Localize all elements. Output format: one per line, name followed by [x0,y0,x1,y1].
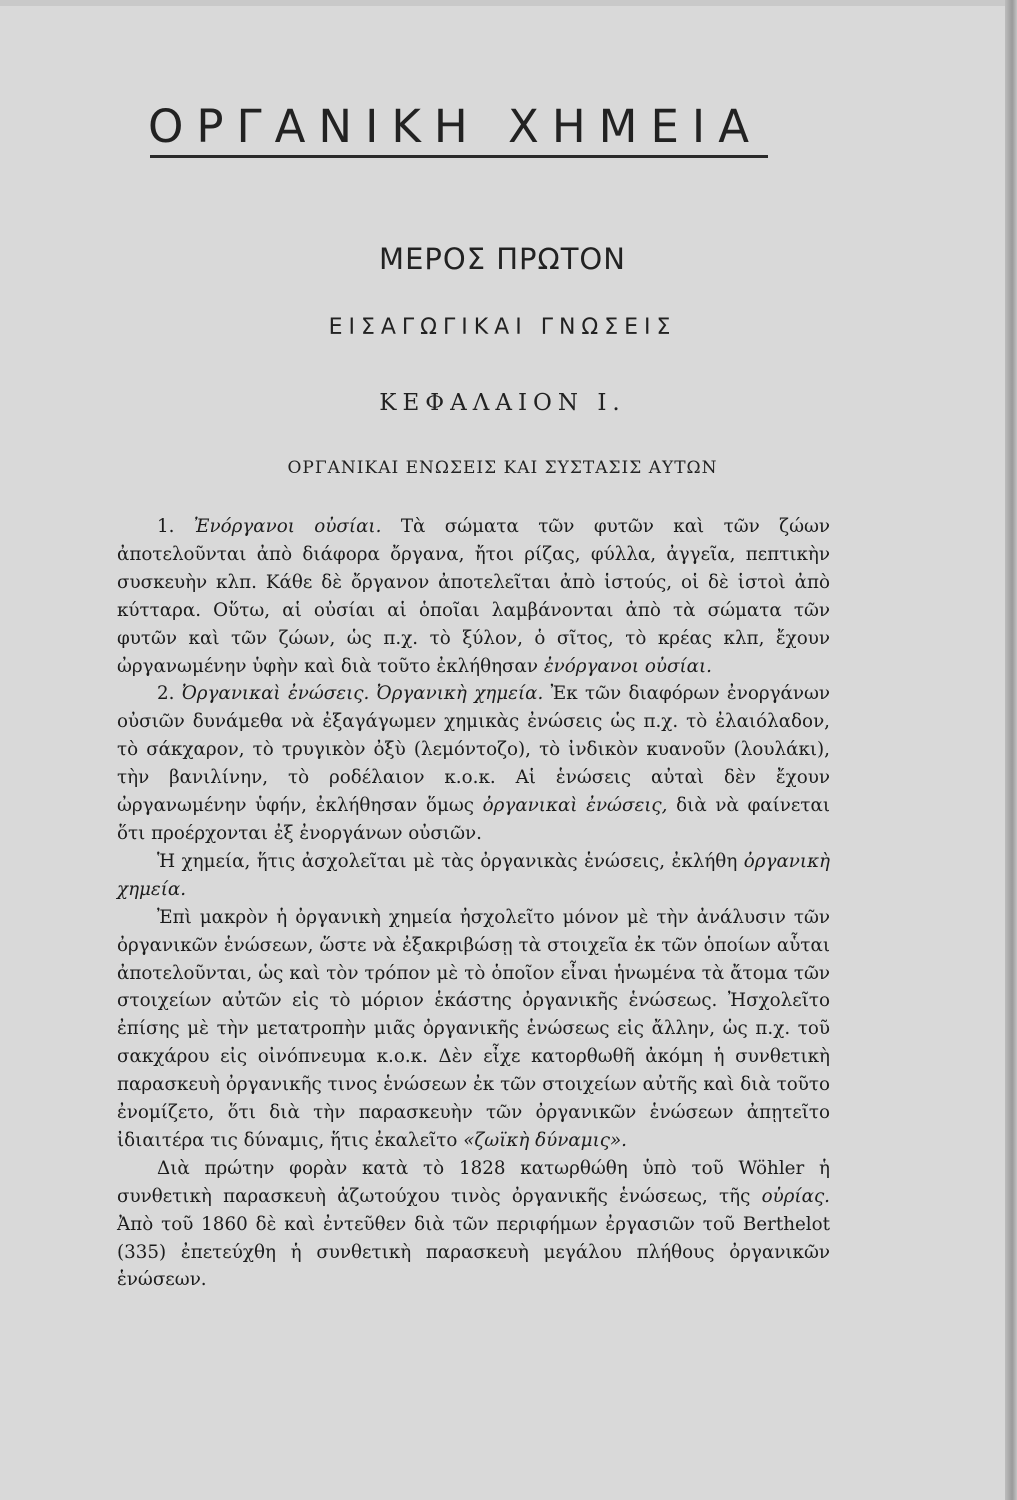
paragraph-3 [117,848,830,904]
paragraph-number: 1. [157,516,175,537]
paragraph-text-end: διὰ νὰ φαίνεται ὅτι προέρχονται ἐξ ἐνοργάνων οὐσιῶν. [117,795,830,844]
paragraph-text: Διὰ πρώτην φορὰν κατὰ τὸ 1828 κατωρθώθη ὑπὸ τοῦ Wöhler ἡ συνθετικὴ παρασκευὴ ἀζωτούχου τινὸς ὀργανικῆς ἑνώσεως, τῆς [117,1157,830,1207]
body-text [117,513,830,1294]
paragraph-2 [117,680,830,847]
paragraph-text: Ἐπὶ μακρὸν ἡ ὀργανικὴ χημεία ἠσχολεῖτο μόνον μὲ τὴν ἀνάλυσιν τῶν ὀργανικῶν ἑνώσεων, ὥστε νὰ ἐξακριβώσῃ τὰ στοιχεῖα ἐκ τῶν ὁποίων αὗται ἀποτελοῦνται, ὡς καὶ τὸν τρόπον μὲ τὸ ὁποῖον εἶναι ἡνωμένα τὰ ἄτομα τῶν στοιχείων αὐτῶν εἰς τὸ μόριον ἑκάστης ὀργανικῆς ἑνώσεως. Ἠσχολεῖτο ἐπίσης μὲ τὴν μετατροπὴν μιᾶς ὀργανικῆς ἑνώσεως εἰς ἄλλην, ὡς π.χ. τοῦ σακχάρου εἰς οἰνόπνευμα κ.ο.κ. Δὲν εἶχε κατορθωθῆ ἀκόμη ἡ συνθετικὴ παρασκευὴ ὀργανικῆς τινος ἑνώσεων ἐκ τῶν στοιχείων αὐτῆς καὶ διὰ τοῦτο ἐνομίζετο, ὅτι διὰ τὴν παρασκευὴν τῶν ὀργανικῶν ἑνώσεων ἀπῃτεῖτο ἰδιαιτέρα τις δύναμις, ἥτις ἐκαλεῖτο [117,906,830,1151]
paragraph-text: Ἡ χημεία, ἥτις ἀσχολεῖται μὲ τὰς ὀργανικὰς ἑνώσεις, ἐκλήθη [157,850,738,872]
emphasis-term: «ζωϊκὴ δύναμις». [463,1129,627,1151]
title-underline [150,155,768,158]
paragraph-4 [117,904,830,1155]
chapter-subtitle: ΟΡΓΑΝΙΚΑΙ ΕΝΩΣΕΙΣ ΚΑΙ ΣΥΣΤΑΣΙΣ ΑΥΤΩΝ [287,458,718,478]
paragraph-heading: Ἐνόργανοι οὐσίαι. [193,516,382,537]
page-top-edge [0,0,1005,6]
paragraph-5 [117,1155,830,1295]
emphasis-term: ἐνόργανοι οὐσίαι. [543,655,712,677]
emphasis-term: ὀργανικαὶ ἐνώσεις, [482,795,668,817]
main-title: ΟΡΓΑΝΙΚΗ ΧΗΜΕΙΑ [148,100,762,153]
page-right-edge [1005,0,1017,1500]
paragraph-text: Τὰ σώματα τῶν φυτῶν καὶ τῶν ζώων ἀποτελοῦνται ἀπὸ διάφορα ὄργανα, ἤτοι ρίζας, φύλλα, ἀγγεῖα, πεπτικὴν συσκευὴν κλπ. Κάθε δὲ ὄργανον ἀποτελεῖται ἀπὸ ἱστούς, οἱ δὲ ἱστοὶ ἀπὸ κύτταρα. Οὕτω, αἱ οὐσίαι αἱ ὁποῖαι λαμβάνονται ἀπὸ τὰ σώματα τῶν φυτῶν καὶ τῶν ζώων, ὡς π.χ. τὸ ξύλον, ὁ σῖτος, τὸ κρέας κλπ, ἔχουν ὠργανωμένην ὑφὴν καὶ διὰ τοῦτο ἐκλήθησαν [117,516,831,677]
part-heading: ΜΕΡΟΣ ΠΡΩΤΟΝ [379,242,626,276]
paragraph-text-end: Ἀπὸ τοῦ 1860 δὲ καὶ ἐντεῦθεν διὰ τῶν περιφήμων ἐργασιῶν τοῦ Berthelot (335) ἐπετεύχθη ἡ συνθετικὴ παρασκευὴ μεγάλου πλήθους ὀργανικῶν ἑνώσεων. [117,1213,830,1291]
chapter-heading: ΚΕΦΑΛΑΙΟΝ Ι. [379,390,626,416]
paragraph-1 [117,513,830,680]
paragraph-number: 2. [157,683,175,705]
section-heading: ΕΙΣΑΓΩΓΙΚΑΙ ΓΝΩΣΕΙΣ [328,315,677,340]
paragraph-heading: Ὀργανικαὶ ἐνώσεις. Ὀργανικὴ χημεία. [181,683,544,705]
emphasis-term: οὐρίας. [761,1185,830,1207]
paragraph-text: Ἐκ τῶν διαφόρων ἐνοργάνων οὐσιῶν δυνάμεθα νὰ ἐξαγάγωμεν χημικὰς ἐνώσεις ὡς π.χ. τὸ ἐλαιόλαδον, τὸ σάκχαρον, τὸ τρυγικὸν ὀξὺ (λεμόντοζο), τὸ ἰνδικὸν κυανοῦν (λουλάκι), τὴν βανιλίνην, τὸ ροδέλαιον κ.ο.κ. Αἱ ἑνώσεις αὐταὶ δὲν ἔχουν ὠργανωμένην ὑφήν, ἐκλήθησαν ὅμως [117,683,831,817]
emphasis-term: ὀργανικὴ χημεία. [117,850,831,900]
